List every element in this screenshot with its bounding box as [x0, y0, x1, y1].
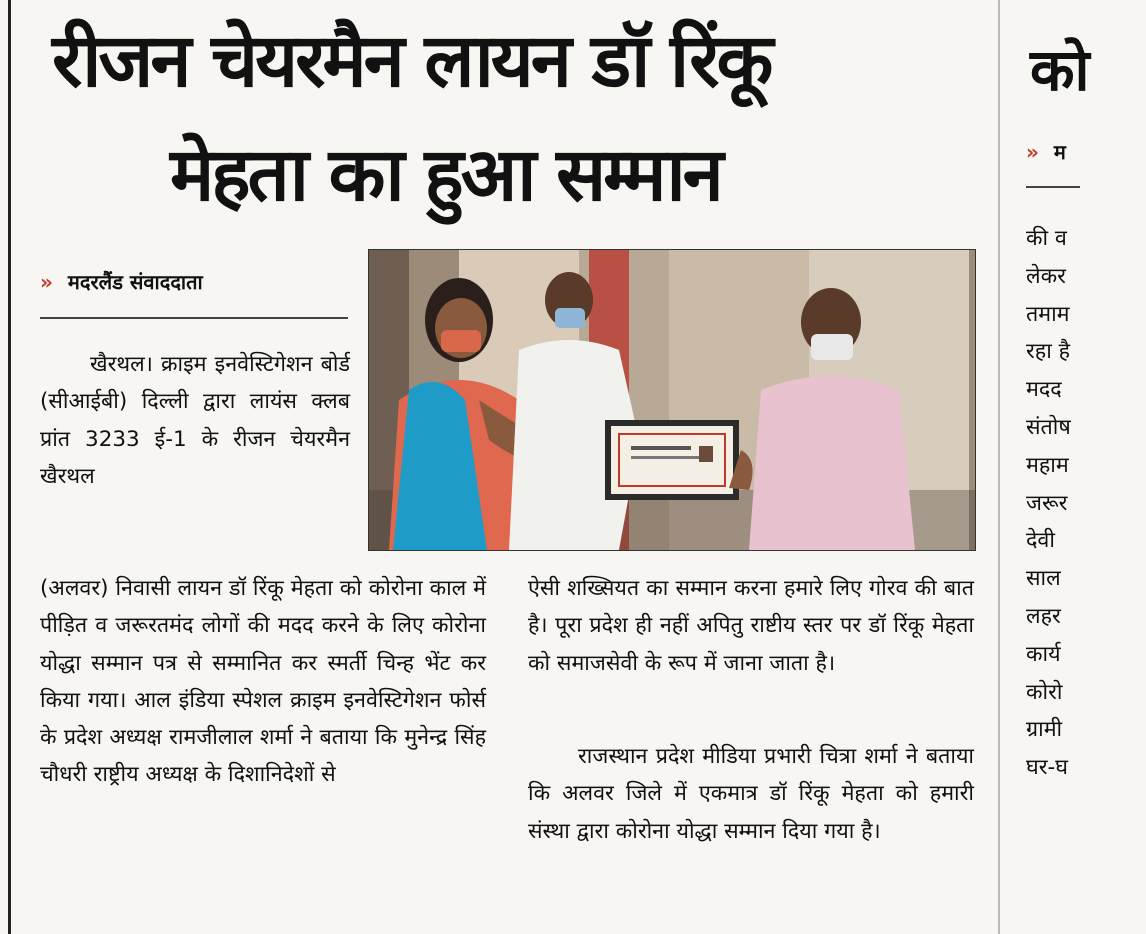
news-photo [368, 249, 976, 551]
adjacent-line: ग्रामी [1026, 717, 1063, 743]
adjacent-line: देवी [1026, 528, 1055, 554]
adjacent-byline-divider [1026, 186, 1080, 188]
column-divider-left [8, 0, 11, 934]
adjacent-line: तमाम [1026, 301, 1070, 327]
adjacent-column-text [1026, 220, 1146, 787]
adjacent-line: जरूर [1026, 490, 1068, 516]
adjacent-line: कार्य [1026, 641, 1061, 667]
body-paragraph-2: (अलवर) निवासी लायन डॉ रिंकू मेहता को कोरोना काल में पीड़ित व जरूरतमंद लोगों की मदद करने के लिए कोरोना योद्धा सम्मान पत्र से सम्मानित कर स्मर्ती चिन्ह भेंट कर किया गया। आल इंडिया स्पेशल क्राइम इनवेस्टिगेशन फोर्स के प्रदेश अध्यक्ष रामजीलाल शर्मा ने बताया कि मुनेन्द्र सिंह चौधरी राष्ट्रीय अध्यक्ष के दिशानिदेशों से [40, 576, 486, 788]
byline-text: मदरलैंड संवाददाता [67, 270, 203, 294]
adjacent-line: कोरो [1026, 679, 1063, 705]
byline-divider [40, 317, 348, 319]
byline [40, 268, 203, 295]
adjacent-line: महाम [1026, 452, 1069, 478]
adjacent-line: संतोष [1026, 414, 1071, 440]
award-photo-illustration [369, 250, 975, 550]
adjacent-headline-fragment: को [1030, 36, 1090, 104]
adjacent-line: लहर [1026, 603, 1061, 629]
adjacent-line: मदद [1026, 377, 1062, 403]
adjacent-line: की व [1026, 226, 1067, 251]
adjacent-line: साल [1026, 566, 1061, 592]
body-paragraph-1: खैरथल। क्राइम इनवेस्टिगेशन बोर्ड (सीआईबी) दिल्ली द्वारा लायंस क्लब प्रांत 3233 ई-1 के रीजन चेयरमैन खैरथल [40, 352, 350, 489]
headline-line-1: रीजन चेयरमैन लायन डॉ रिंकू [52, 18, 771, 104]
column-divider-right [998, 0, 1000, 934]
adjacent-byline [1026, 138, 1066, 165]
adjacent-byline-text: म [1053, 140, 1066, 164]
body-paragraph-3: ऐसी शख्सियत का सम्मान करना हमारे लिए गोरव की बात है। पूरा प्रदेश ही नहीं अपितु राष्टीय स्तर पर डॉ रिंकू मेहता को समाजसेवी के रूप में जाना जाता है। [528, 576, 974, 676]
adjacent-byline-chevron-icon: » [1026, 140, 1039, 164]
headline-line-2: मेहता का हुआ सम्मान [170, 132, 721, 218]
adjacent-line: घर-घ [1026, 755, 1068, 781]
adjacent-line: रहा है [1026, 339, 1071, 365]
body-paragraph-4: राजस्थान प्रदेश मीडिया प्रभारी चित्रा शर्मा ने बताया कि अलवर जिले में एकमात्र डॉ रिंकू मेहता को हमारी संस्था द्वारा कोरोना योद्धा सम्मान दिया गया है। [528, 744, 974, 844]
adjacent-line: लेकर [1026, 263, 1066, 289]
byline-chevron-icon: » [40, 270, 53, 294]
